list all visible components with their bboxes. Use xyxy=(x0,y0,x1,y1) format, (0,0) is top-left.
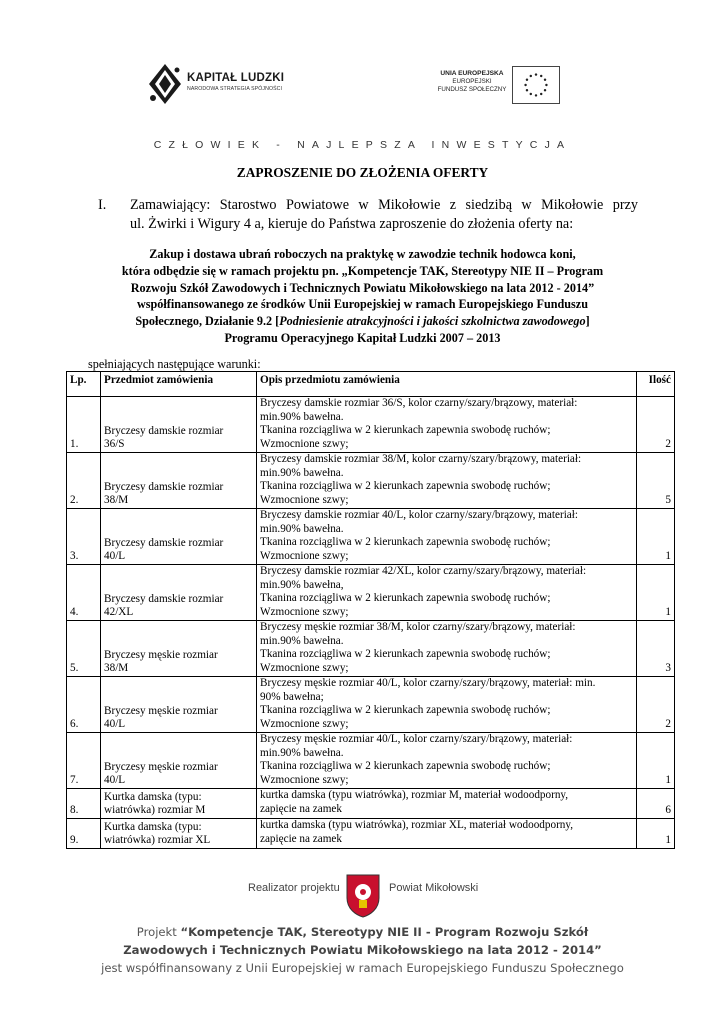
row-item-line-1: Bryczesy męskie rozmiar xyxy=(104,648,218,661)
row-quantity: 1 xyxy=(637,565,675,621)
row-description-line-3: Tkanina rozciągliwa w 2 kierunkach zapewnia swobodę ruchów; xyxy=(260,424,551,437)
row-description-line-2: zapięcie na zamek xyxy=(260,832,342,845)
intro-number: I. xyxy=(98,197,107,213)
table-row xyxy=(67,509,675,565)
row-description-line-2: min.90% bawełna, xyxy=(260,578,344,591)
project-line-1 xyxy=(0,923,725,941)
header-lp: Lp. xyxy=(67,372,101,397)
table-row xyxy=(67,677,675,733)
row-description-line-4: Wzmocnione szwy; xyxy=(260,773,349,786)
row-description xyxy=(257,733,637,789)
row-quantity: 5 xyxy=(637,453,675,509)
table-row xyxy=(67,819,675,849)
row-description-line-3: Tkanina rozciągliwa w 2 kierunkach zapewnia swobodę ruchów; xyxy=(260,480,551,493)
eu-line-1: UNIA EUROPEJSKA xyxy=(440,70,504,77)
table-row xyxy=(67,789,675,819)
intro-line-1: Zamawiający: Starostwo Powiatowe w Mikołowie z siedzibą w Mikołowie przy xyxy=(130,197,638,213)
row-quantity: 2 xyxy=(637,677,675,733)
row-item xyxy=(101,733,257,789)
items-table xyxy=(66,371,675,849)
table-header-row xyxy=(67,372,675,397)
page-header xyxy=(0,0,725,160)
row-item-line-1: Bryczesy damskie rozmiar xyxy=(104,592,224,605)
row-item-line-2: 40/L xyxy=(104,774,126,787)
row-description-line-2: min.90% bawełna. xyxy=(260,410,344,423)
row-item-line-2: wiatrówka) rozmiar XL xyxy=(104,834,211,847)
row-description xyxy=(257,789,637,819)
row-description-line-4: Wzmocnione szwy; xyxy=(260,549,349,562)
row-description-line-1: Bryczesy męskie rozmiar 40/L, kolor czarny/szary/brązowy, materiał: xyxy=(260,733,573,745)
subject-line-1: Zakup i dostawa ubrań roboczych na praktykę w zawodzie technik hodowca koni, xyxy=(149,247,576,261)
row-item-line-1: Kurtka damska (typu: xyxy=(104,820,202,833)
row-description-line-4: Wzmocnione szwy; xyxy=(260,717,349,730)
row-quantity: 6 xyxy=(637,789,675,819)
kapital-ludzki-title: KAPITAŁ LUDZKI xyxy=(187,72,285,84)
eu-flag-icon xyxy=(512,66,560,104)
project-line-2 xyxy=(0,941,725,959)
subject-line-5 xyxy=(60,313,665,330)
subject-line-5b: ] xyxy=(585,314,590,329)
row-item xyxy=(101,789,257,819)
row-description-line-2: 90% bawełna; xyxy=(260,690,324,703)
table-row xyxy=(67,565,675,621)
table-row xyxy=(67,621,675,677)
intro-line-2: ul. Żwirki i Wigury 4 a, kieruje do Państwa zaproszenie do złożenia oferty na: xyxy=(130,216,574,232)
kapital-ludzki-subtitle: NARODOWA STRATEGIA SPÓJNOŚCI xyxy=(187,86,283,92)
row-lp: 2. xyxy=(67,453,101,509)
row-description xyxy=(257,621,637,677)
project-name-1: “Kompetencje TAK, Stereotypy NIE II - Program Rozwoju Szkół xyxy=(180,925,589,939)
row-description xyxy=(257,397,637,453)
row-description-line-1: Bryczesy damskie rozmiar 38/M, kolor czarny/szary/brązowy, materiał: xyxy=(260,453,582,465)
subject-line-5a: Społecznego, Działanie 9.2 [ xyxy=(135,314,280,329)
project-line-3: jest współfinansowany z Unii Europejskiej w ramach Europejskiego Funduszu Społecznego xyxy=(101,961,624,975)
table-row xyxy=(67,733,675,789)
row-quantity: 2 xyxy=(637,397,675,453)
row-description-line-2: min.90% bawełna. xyxy=(260,522,344,535)
row-description-line-1: kurtka damska (typu wiatrówka), rozmiar M, materiał wodoodporny, xyxy=(260,789,569,801)
eu-logo xyxy=(436,66,562,106)
conditions-label: spełniających następujące warunki: xyxy=(88,357,261,371)
powiat-label: Powiat Mikołowski xyxy=(389,882,479,894)
row-description xyxy=(257,509,637,565)
row-lp: 7. xyxy=(67,733,101,789)
row-item xyxy=(101,565,257,621)
row-item-line-2: 38/M xyxy=(104,662,129,675)
row-lp: 5. xyxy=(67,621,101,677)
header-description: Opis przedmiotu zamówienia xyxy=(257,372,637,397)
row-description-line-3: Tkanina rozciągliwa w 2 kierunkach zapewnia swobodę ruchów; xyxy=(260,592,551,605)
kapital-ludzki-emblem-icon xyxy=(147,62,183,106)
table-row xyxy=(67,453,675,509)
subject-line-6: Programu Operacyjnego Kapitał Ludzki 2007 – 2013 xyxy=(224,330,501,345)
row-quantity: 1 xyxy=(637,509,675,565)
row-description-line-1: kurtka damska (typu wiatrówka), rozmiar XL, materiał wodoodporny, xyxy=(260,819,574,831)
row-description-line-4: Wzmocnione szwy; xyxy=(260,661,349,674)
row-item-line-2: 40/L xyxy=(104,718,126,731)
row-description-line-3: Tkanina rozciągliwa w 2 kierunkach zapewnia swobodę ruchów; xyxy=(260,536,551,549)
row-item xyxy=(101,819,257,849)
row-item-line-1: Bryczesy męskie rozmiar xyxy=(104,704,218,717)
row-item-line-2: 38/M xyxy=(104,494,129,507)
subject-line-2: która odbędzie się w ramach projektu pn. „Kompetencje TAK, Stereotypy NIE II – Program xyxy=(121,263,604,278)
row-quantity: 1 xyxy=(637,733,675,789)
row-description xyxy=(257,677,637,733)
row-item-line-2: wiatrówka) rozmiar M xyxy=(104,804,206,817)
row-description-line-1: Bryczesy damskie rozmiar 42/XL, kolor czarny/szary/brązowy, materiał: xyxy=(260,565,587,577)
row-item-line-2: 40/L xyxy=(104,550,126,563)
row-description-line-1: Bryczesy damskie rozmiar 40/L, kolor czarny/szary/brązowy, materiał: xyxy=(260,509,578,521)
row-description xyxy=(257,819,637,849)
row-description-line-4: Wzmocnione szwy; xyxy=(260,493,349,506)
row-description-line-2: min.90% bawełna. xyxy=(260,746,344,759)
row-lp: 6. xyxy=(67,677,101,733)
row-item xyxy=(101,621,257,677)
kapital-ludzki-logo xyxy=(147,62,287,106)
row-lp: 8. xyxy=(67,789,101,819)
row-lp: 9. xyxy=(67,819,101,849)
row-item-line-2: 42/XL xyxy=(104,606,134,619)
row-description-line-3: Tkanina rozciągliwa w 2 kierunkach zapewnia swobodę ruchów; xyxy=(260,760,551,773)
row-description-line-1: Bryczesy męskie rozmiar 40/L, kolor czarny/szary/brązowy, materiał: min. xyxy=(260,677,596,689)
powiat-crest-icon xyxy=(344,872,382,918)
row-item xyxy=(101,509,257,565)
row-description-line-2: zapięcie na zamek xyxy=(260,802,342,815)
realizator-label: Realizator projektu xyxy=(248,882,340,894)
row-description-line-3: Tkanina rozciągliwa w 2 kierunkach zapewnia swobodę ruchów; xyxy=(260,648,551,661)
project-name-2: Zawodowych i Technicznych Powiatu Mikołowskiego na lata 2012 - 2014” xyxy=(123,943,602,957)
page-title: ZAPROSZENIE DO ZŁOŻENIA OFERTY xyxy=(236,165,489,180)
project-info xyxy=(0,923,725,977)
row-description-line-2: min.90% bawełna. xyxy=(260,466,344,479)
row-description-line-1: Bryczesy damskie rozmiar 36/S, kolor czarny/szary/brązowy, materiał: xyxy=(260,397,578,409)
slogan: CZŁOWIEK - NAJLEPSZA INWESTYCJA xyxy=(153,139,572,151)
row-item-line-1: Bryczesy damskie rozmiar xyxy=(104,480,224,493)
intro-paragraph xyxy=(98,196,638,234)
row-description-line-4: Wzmocnione szwy; xyxy=(260,605,349,618)
row-item-line-1: Bryczesy damskie rozmiar xyxy=(104,424,224,437)
page-footer xyxy=(0,868,725,1024)
row-description-line-4: Wzmocnione szwy; xyxy=(260,437,349,450)
header-item: Przedmiot zamówienia xyxy=(101,372,257,397)
row-description-line-1: Bryczesy męskie rozmiar 38/M, kolor czarny/szary/brązowy, materiał: xyxy=(260,621,576,633)
subject-line-3: Rozwoju Szkół Zawodowych i Technicznych Powiatu Mikołowskiego na lata 2012 - 2014” xyxy=(130,280,595,295)
row-item-line-1: Bryczesy męskie rozmiar xyxy=(104,760,218,773)
row-quantity: 1 xyxy=(637,819,675,849)
row-item-line-1: Kurtka damska (typu: xyxy=(104,790,202,803)
row-item-line-1: Bryczesy damskie rozmiar xyxy=(104,536,224,549)
row-item xyxy=(101,677,257,733)
row-item xyxy=(101,453,257,509)
order-subject xyxy=(60,246,665,347)
row-lp: 4. xyxy=(67,565,101,621)
subject-line-4: współfinansowanego ze środków Unii Europejskiej w ramach Europejskiego Funduszu xyxy=(136,297,588,312)
row-item-line-2: 36/S xyxy=(104,438,125,451)
table-row xyxy=(67,397,675,453)
row-description xyxy=(257,453,637,509)
row-lp: 1. xyxy=(67,397,101,453)
row-quantity: 3 xyxy=(637,621,675,677)
row-lp: 3. xyxy=(67,509,101,565)
eu-line-2: EUROPEJSKI xyxy=(452,78,492,85)
subject-line-5-italic: Podniesienie atrakcyjności i jakości szkolnictwa zawodowego xyxy=(279,314,586,329)
row-description xyxy=(257,565,637,621)
row-description-line-3: Tkanina rozciągliwa w 2 kierunkach zapewnia swobodę ruchów; xyxy=(260,704,551,717)
eu-line-3: FUNDUSZ SPOŁECZNY xyxy=(437,86,507,93)
project-prefix: Projekt xyxy=(136,925,181,939)
row-item xyxy=(101,397,257,453)
row-description-line-2: min.90% bawełna. xyxy=(260,634,344,647)
header-quantity: Ilość xyxy=(637,372,675,397)
